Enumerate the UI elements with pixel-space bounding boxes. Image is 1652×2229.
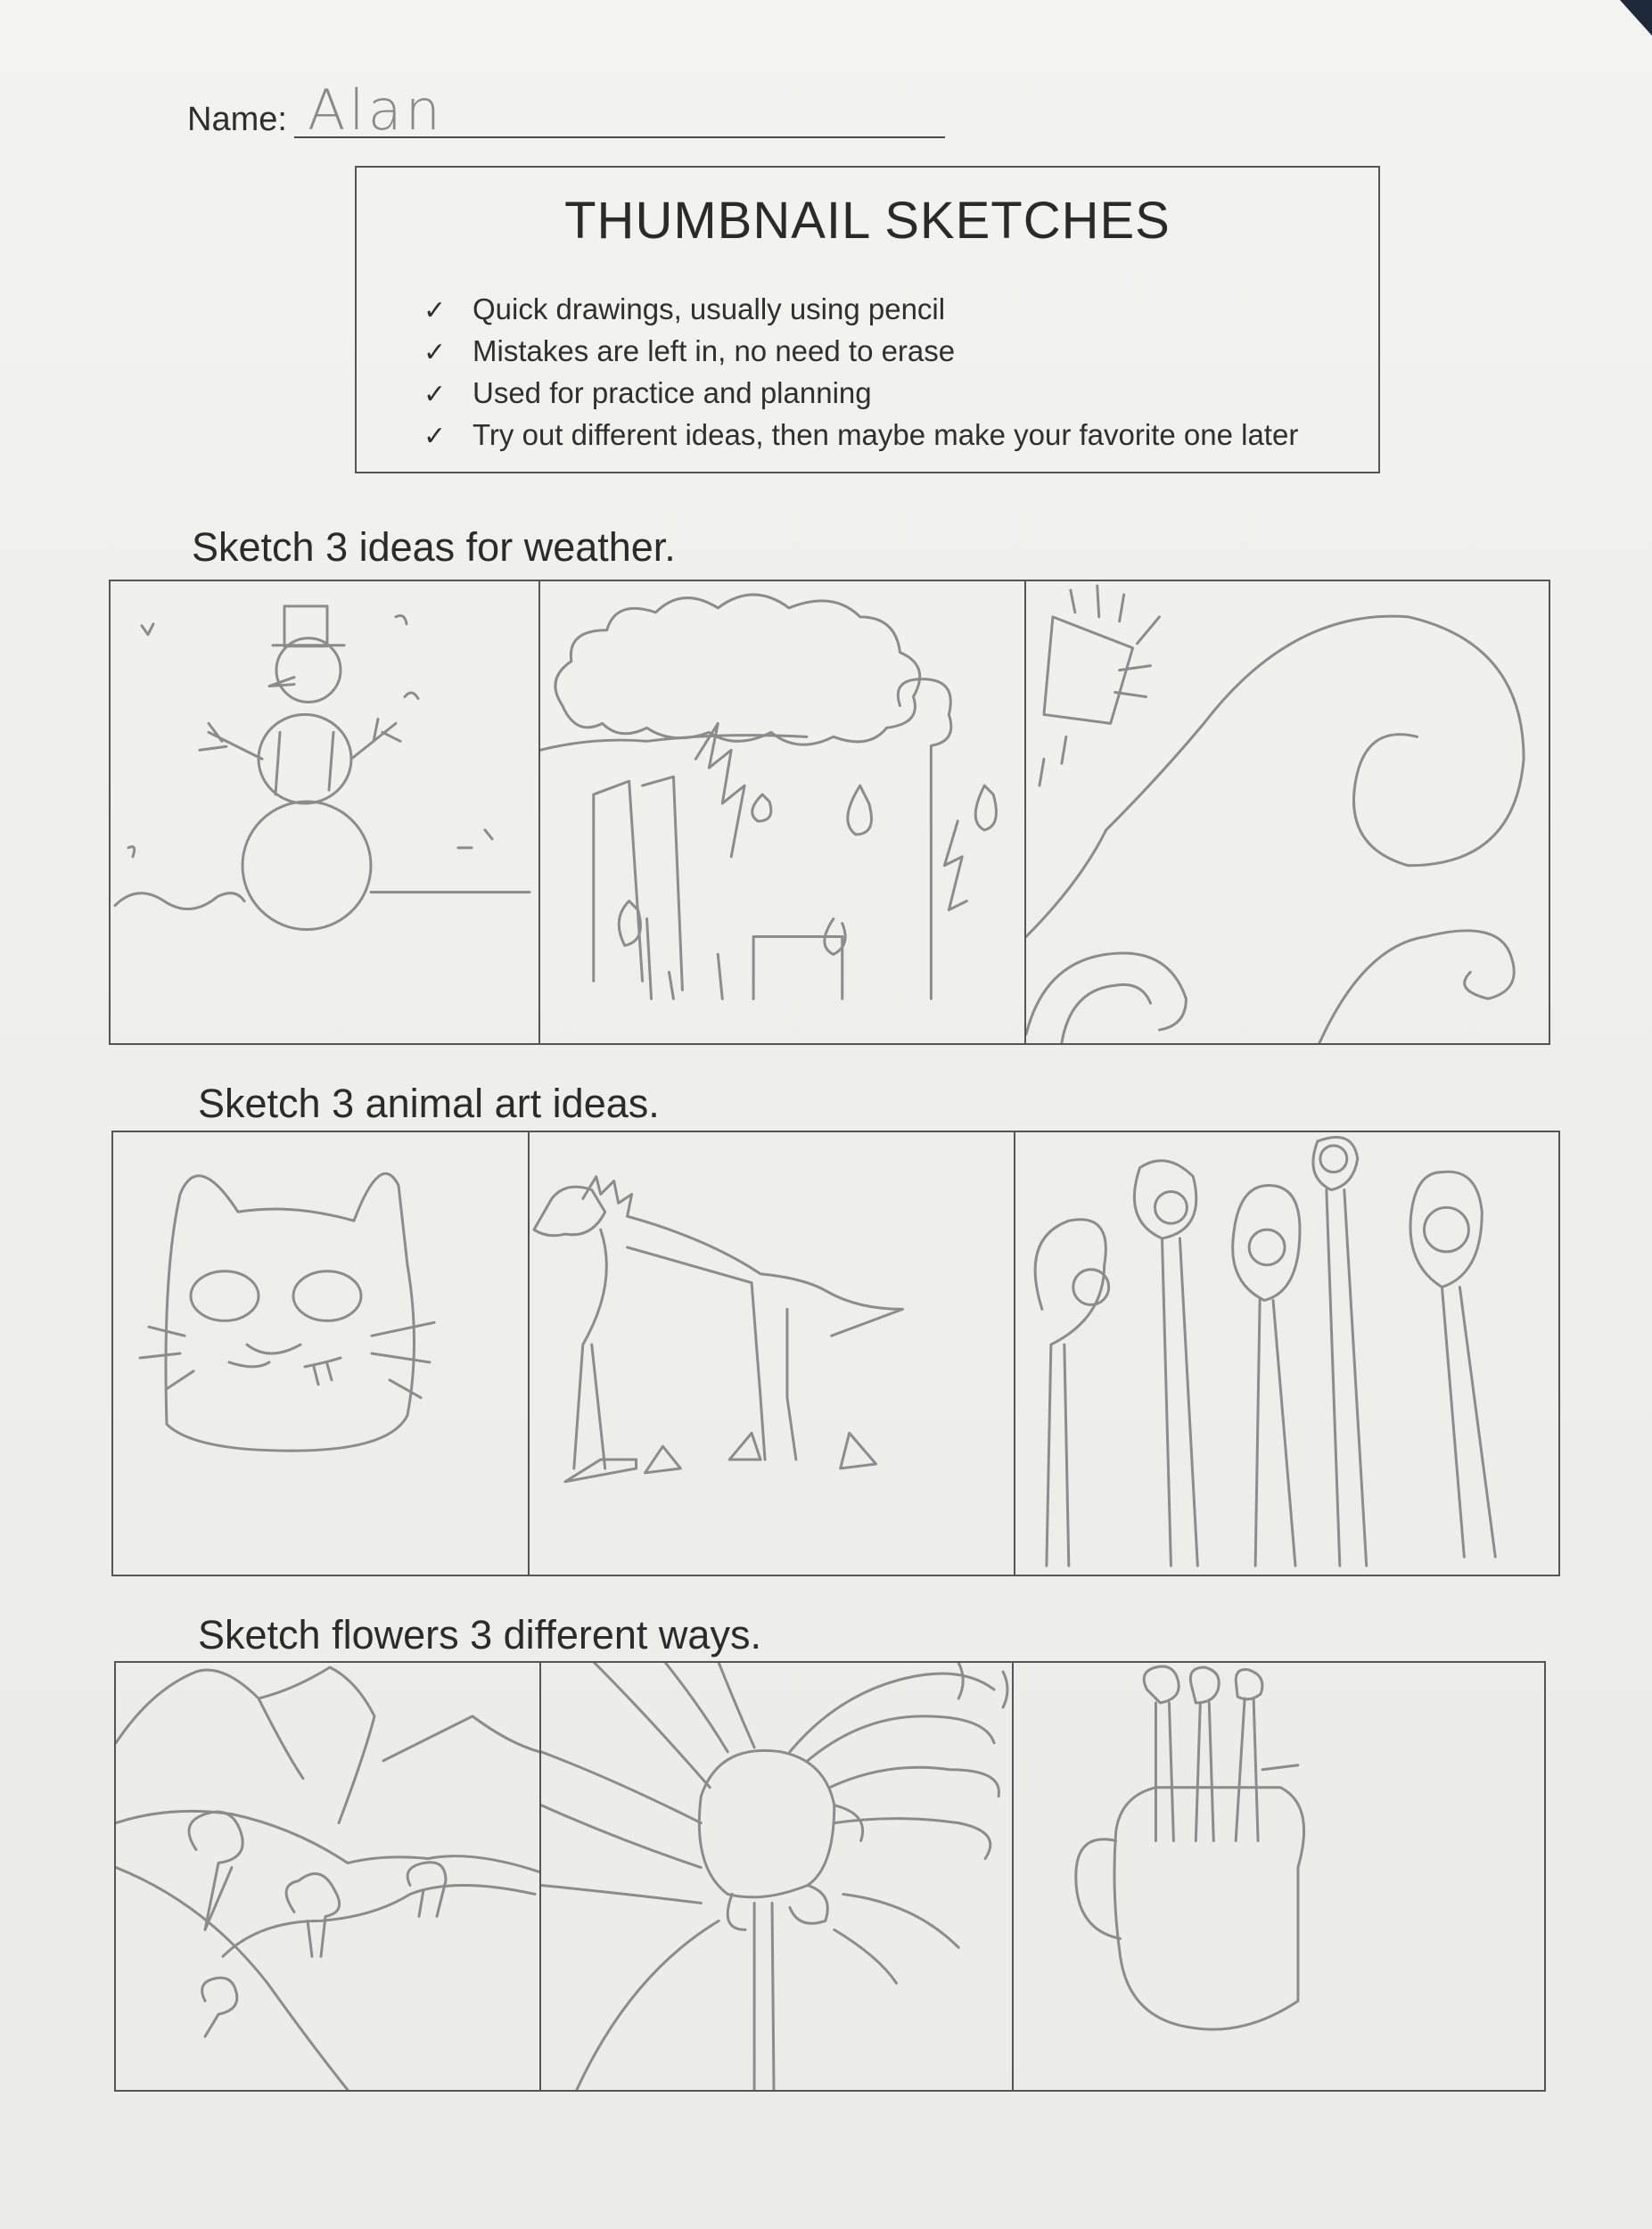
info-bullet-list — [423, 288, 1298, 456]
cat-face-sketch — [113, 1132, 528, 1575]
bullet-text: Used for practice and planning — [473, 376, 872, 409]
section-title-weather: Sketch 3 ideas for weather. — [192, 524, 676, 570]
section-title-flowers: Sketch flowers 3 different ways. — [198, 1612, 761, 1657]
sketch-grid-weather — [109, 580, 1550, 1045]
name-label: Name: — [187, 101, 287, 138]
horse-sketch — [528, 1132, 1014, 1575]
bullet-text: Quick drawings, usually using pencil — [473, 292, 946, 325]
list-item — [423, 288, 1298, 330]
list-item — [423, 330, 1298, 372]
checkmark-icon: ✓ — [423, 337, 447, 368]
bullet-text: Mistakes are left in, no need to erase — [473, 334, 956, 367]
name-handwritten: Alan — [308, 78, 444, 143]
sun-wind-swirl-sketch — [1024, 581, 1552, 1043]
bug-balloons-sketch — [1014, 1132, 1562, 1575]
sunflower-swirl-sketch — [539, 1663, 1012, 2090]
info-box-title: THUMBNAIL SKETCHES — [564, 192, 1171, 250]
flower-vase-sketch — [1012, 1663, 1548, 2090]
checkmark-icon: ✓ — [423, 421, 447, 452]
sketch-grid-animals — [111, 1131, 1560, 1576]
bullet-text: Try out different ideas, then maybe make your favorite one later — [473, 418, 1299, 451]
background-edge — [1599, 0, 1652, 36]
info-box — [355, 166, 1380, 473]
list-item — [423, 414, 1298, 456]
snowman-sketch — [111, 581, 538, 1043]
list-item — [423, 372, 1298, 414]
checkmark-icon: ✓ — [423, 295, 447, 326]
hills-landscape-sketch — [116, 1663, 539, 2090]
sketch-grid-flowers — [114, 1661, 1546, 2092]
section-title-animals: Sketch 3 animal art ideas. — [198, 1081, 660, 1126]
checkmark-icon: ✓ — [423, 379, 447, 410]
storm-city-sketch — [538, 581, 1024, 1043]
name-row — [187, 78, 945, 147]
